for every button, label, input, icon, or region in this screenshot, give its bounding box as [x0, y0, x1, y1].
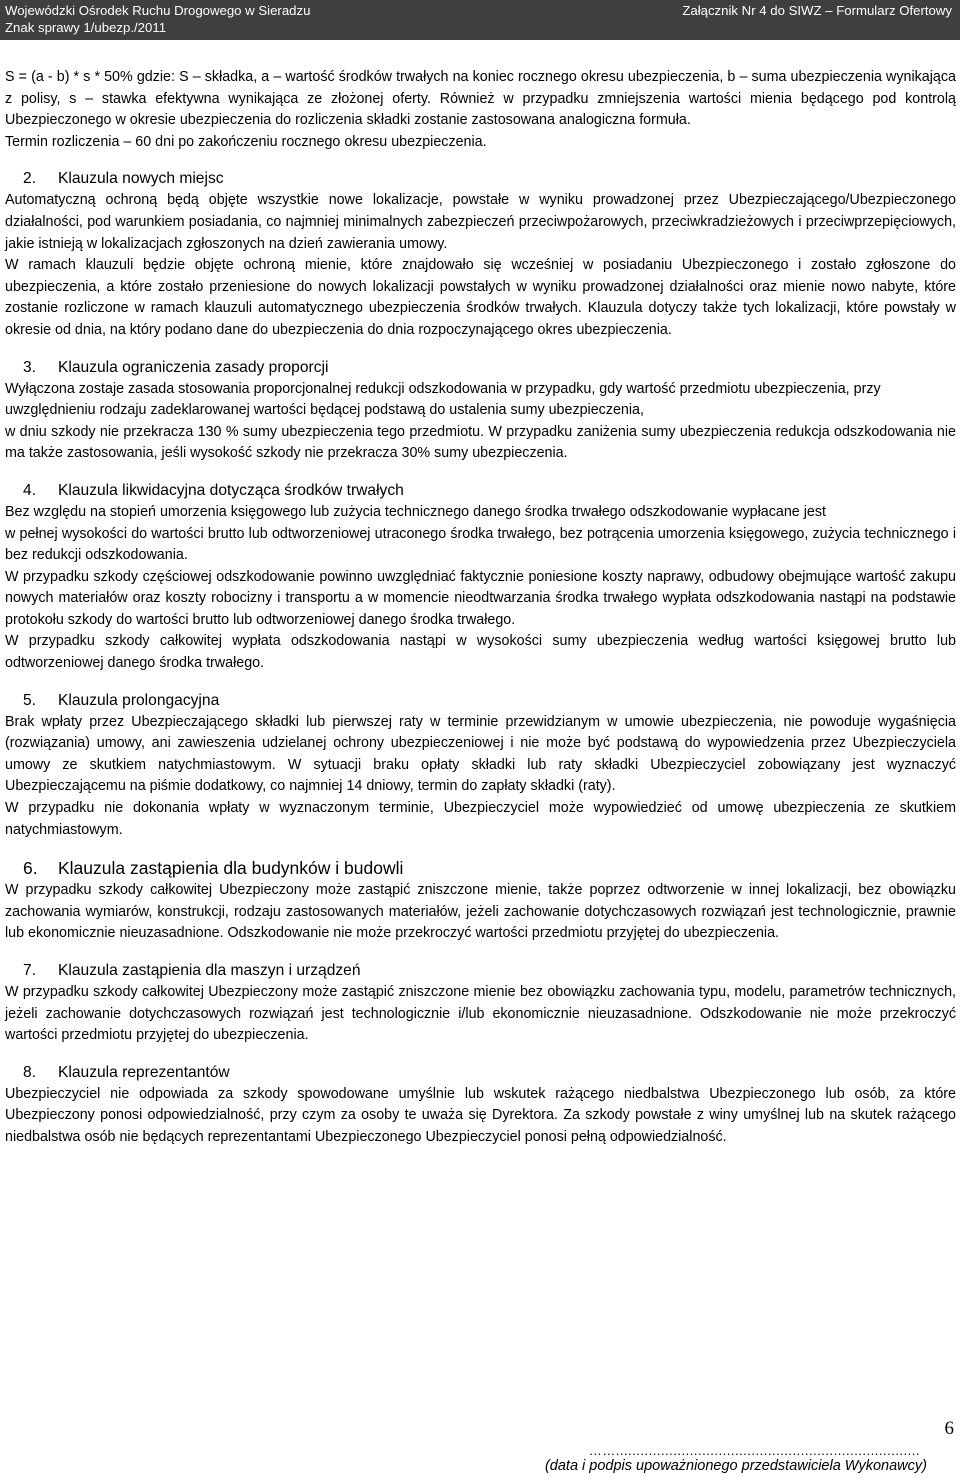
- section-4-paragraph-2: W przypadku szkody częściowej odszkodowanie powinno uwzględniać faktycznie poniesione koszty naprawy, odbudowy obejmujące wartość zakupu nowych materiałów oraz koszty robocizny i transportu a w momencie nieodtwarzania środka trwałego wypłata odszkodowania nastąpi na podstawie protokołu szkody do wartości brutto lub odtworzeniowej danego środka trwałego.: [5, 568, 956, 628]
- section-5-heading: [5, 690, 956, 712]
- section-4-heading: [5, 480, 956, 502]
- signature-line: ……..........................................................................: [588, 1443, 920, 1458]
- section-4-paragraph-3: W przypadku szkody całkowitej wypłata odszkodowania nastąpi w wysokości sumy ubezpieczenia według wartości księgowej brutto lub odtworzeniowej danego środka trwałego.: [5, 633, 956, 672]
- document-body: [5, 67, 956, 1149]
- header-right: [682, 2, 952, 19]
- header-left: [5, 2, 310, 36]
- section-2-paragraph-2: W ramach klauzuli będzie objęte ochroną mienie, które znajdowało się wcześniej w posiadaniu Ubezpieczonego i zostało zgłoszone do ubezpieczenia, a które zostało przeniesione do nowych lokalizacji powstałych w wyniku prowadzonej działalności oraz mienie nowo nabyte, które zostanie rozliczone w ramach klauzuli automatycznego ubezpieczenia środków trwałych. Klauzula dotyczy także tych lokalizacji, które powstały w okresie od dnia, na który podano dane do ubezpieczenia do dnia rozpoczynającego okres ubezpieczenia.: [5, 257, 956, 338]
- section-6-heading: [5, 856, 956, 880]
- section-number: 7.: [23, 962, 37, 979]
- header-attachment: Załącznik Nr 4 do SIWZ – Formularz Ofertowy: [682, 3, 952, 18]
- header-institution: Wojewódzki Ośrodek Ruchu Drogowego w Sieradzu: [5, 3, 311, 18]
- section-title: Klauzula likwidacyjna dotycząca środków trwałych: [58, 481, 404, 499]
- section-number: 4.: [23, 481, 37, 499]
- section-8-paragraph-1: Ubezpieczyciel nie odpowiada za szkody spowodowane umyślnie lub wskutek rażącego niedbalstwa Ubezpieczonego lub osób, za które Ubezpieczony ponosi odpowiedzialność, przy czym za osoby te uważa się Dyrektora. Za szkody powstałe z winy umyślnej lub na skutek rażącego niedbalstwa osób nie będących reprezentantami Ubezpieczonego Ubezpieczyciel ponosi pełną odpowiedzialność.: [5, 1085, 956, 1145]
- section-5-paragraph-1: Brak wpłaty przez Ubezpieczającego składki lub pierwszej raty w terminie przewidzianym w umowie ubezpieczenia, nie powoduje wygaśnięcia (rozwiązania) umowy, ani zawieszenia udzielanej ochrony ubezpieczeniowej i nie może być podstawą do wypowiedzenia przez Ubezpieczyciela umowy ze skutkiem natychmiastowym. W sytuacji braku opłaty składki lub raty składki Ubezpieczyciel zobowiązany jest wyznaczyć Ubezpieczającemu na piśmie dodatkowy, co najmniej 14 dniowy, termin do zapłaty składki (raty).: [5, 713, 956, 795]
- section-number: 8.: [23, 1063, 37, 1081]
- section-number: 2.: [23, 170, 37, 188]
- section-title: Klauzula nowych miejsc: [58, 170, 224, 188]
- section-2-paragraph-1: Automatyczną ochroną będą objęte wszystkie nowe lokalizacje, powstałe w wyniku prowadzonej przez Ubezpieczającego/Ubezpieczonego działalności, pod warunkiem posiadania, co najmniej minimalnych zabezpieczeń przeciwpożarowych, przeciwkradzieżowych i przeciwprzepięciowych, jakie istnieją w lokalizacjach zgłoszonych na dzień zawierania umowy.: [5, 192, 956, 252]
- section-3-paragraph-2: w dniu szkody nie przekracza 130 % sumy ubezpieczenia tego przedmiotu. W przypadku zaniżenia sumy ubezpieczenia redukcja odszkodowania nie ma także zastosowania, jeśli wysokość szkody nie przekracza 30% sumy ubezpieczenia.: [5, 423, 956, 462]
- section-4-paragraph-1b: w pełnej wysokości do wartości brutto lub odtworzeniowej utraconego środka trwałego, bez potrącenia umorzenia księgowego, zużycia technicznego i bez redukcji odszkodowania.: [5, 525, 956, 564]
- section-6-paragraph-1: W przypadku szkody całkowitej Ubezpieczony może zastąpić zniszczone mienie, także poprzez odtworzenie w innej lokalizacji, bez obowiązku zachowania wymiarów, konstrukcji, rodzaju zastosowanych materiałów, jeżeli zachowanie dotychczasowych rozwiązań jest technologicznie, prawnie lub ekonomicznie nieuzasadnione. Odszkodowanie nie może przekroczyć wartości przedmiotu przyjętej do ubezpieczenia.: [5, 882, 956, 942]
- section-7-paragraph-1: W przypadku szkody całkowitej Ubezpieczony może zastąpić zniszczone mienie bez obowiązku zachowania typu, modelu, parametrów technicznych, jeżeli zachowanie dotychczasowych rozwiązań jest technologicznie i/lub ekonomicznie nieuzasadnione. Odszkodowanie nie może przekroczyć wartości przedmiotu przyjętej do ubezpieczenia.: [5, 984, 956, 1044]
- section-3-heading: [5, 357, 956, 379]
- section-4-paragraph-1a: Bez względu na stopień umorzenia księgowego lub zużycia technicznego danego środka trwałego odszkodowanie wypłacane jest: [5, 503, 826, 520]
- section-title: Klauzula prolongacyjna: [58, 691, 220, 709]
- page-header: [0, 0, 960, 40]
- section-8-heading: [5, 1062, 956, 1084]
- intro-formula-paragraph: S = (a - b) * s * 50% gdzie: S – składka, a – wartość środków trwałych na koniec rocznego okresu ubezpieczenia, b – suma ubezpieczenia wynikająca z polisy, s – stawka efektywna wynikająca ze złożonej oferty. Również w przypadku zmniejszenia wartości mienia będącego pod kontrolą Ubezpieczonego w okresie ubezpieczenia do rozliczenia składki zostanie zastosowana analogiczna formuła.: [5, 69, 956, 129]
- section-title: Klauzula reprezentantów: [58, 1063, 230, 1081]
- signature-label: (data i podpis upoważnionego przedstawiciela Wykonawcy): [544, 1458, 927, 1474]
- section-title: Klauzula ograniczenia zasady proporcji: [58, 358, 329, 376]
- section-7-heading: [5, 960, 956, 982]
- page-number: 6: [944, 1418, 954, 1439]
- section-2-heading: [5, 168, 956, 190]
- section-5-paragraph-2: W przypadku nie dokonania wpłaty w wyznaczonym terminie, Ubezpieczyciel może wypowiedzieć od umowę ubezpieczenia ze skutkiem natychmiastowym.: [5, 800, 956, 838]
- section-number: 3.: [23, 358, 37, 376]
- section-title: Klauzula zastąpienia dla maszyn i urządzeń: [58, 962, 361, 979]
- intro-settlement-term: Termin rozliczenia – 60 dni po zakończeniu rocznego okresu ubezpieczenia.: [5, 133, 487, 150]
- section-number: 6.: [23, 858, 38, 879]
- section-title: Klauzula zastąpienia dla budynków i budowli: [58, 858, 404, 879]
- section-3-paragraph-1: Wyłączona zostaje zasada stosowania proporcjonalnej redukcji odszkodowania w przypadku, gdy wartość przedmiotu ubezpieczenia, przy uwzględnieniu rodzaju zadeklarowanej wartości będącej podstawą do ustalenia sumy ubezpieczenia,: [5, 380, 881, 419]
- section-number: 5.: [23, 691, 37, 709]
- header-case-number: Znak sprawy 1/ubezp./2011: [5, 20, 167, 35]
